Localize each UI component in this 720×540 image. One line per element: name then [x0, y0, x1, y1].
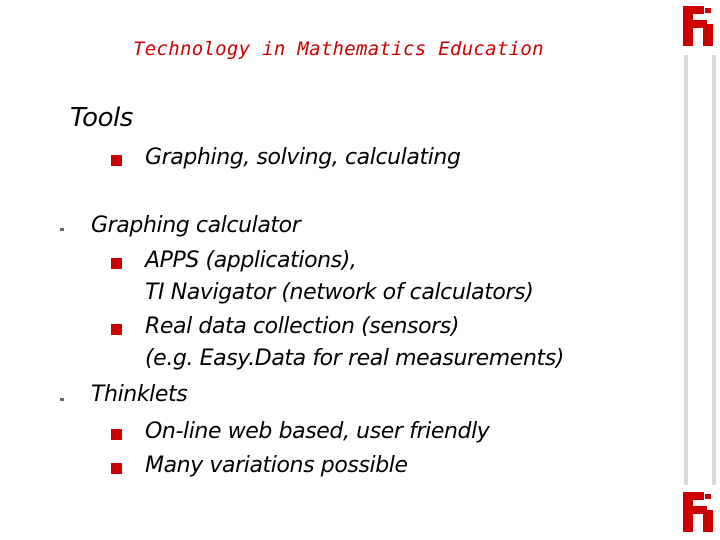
fi-logo-icon [681, 4, 715, 48]
item-sensors-line2: (e.g. Easy.Data for real measurements) [145, 346, 564, 371]
item-apps-line1: APPS (applications), [145, 248, 357, 273]
bullet-square-icon [111, 429, 122, 440]
bullet-square-icon [111, 463, 122, 474]
fi-logo-icon [681, 490, 715, 534]
item-sensors-line1: Real data collection (sensors) [145, 314, 460, 339]
decorative-side-bar [684, 55, 716, 485]
topic-thinklets: Thinklets [91, 382, 188, 407]
bullet-square-icon [111, 324, 122, 335]
item-online: On-line web based, user friendly [145, 419, 490, 444]
bullet-graphing-solving: Graphing, solving, calculating [145, 145, 461, 170]
item-apps-line2: TI Navigator (network of calculators) [145, 280, 534, 305]
item-variations: Many variations possible [145, 453, 408, 478]
bullet-square-icon [111, 155, 122, 166]
slide-header-title: Technology in Mathematics Education [133, 38, 544, 60]
bullet-square-icon [111, 258, 122, 269]
bullet-dot-icon [60, 398, 64, 401]
bullet-dot-icon [60, 228, 64, 231]
topic-graphing-calculator: Graphing calculator [91, 213, 301, 238]
section-heading: Tools [70, 103, 133, 133]
